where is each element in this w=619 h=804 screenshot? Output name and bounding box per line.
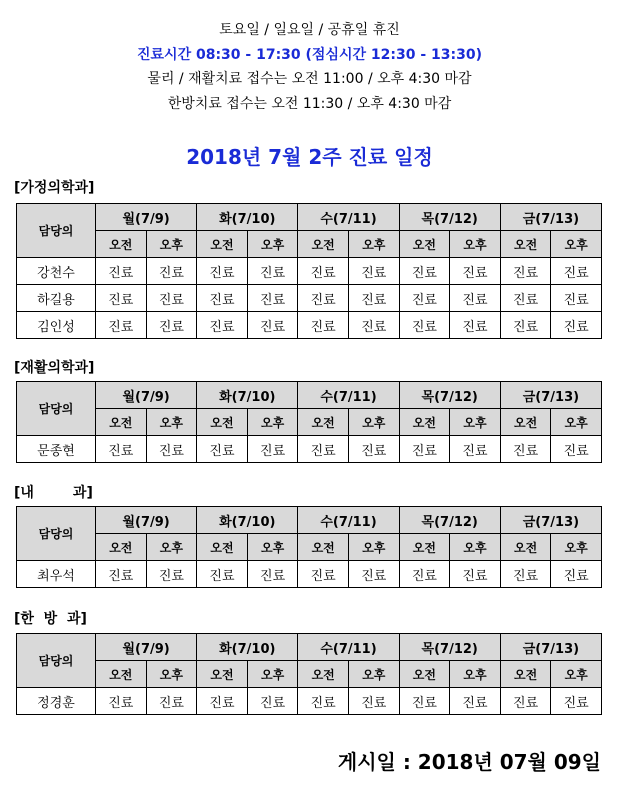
schedule-cell: 진료 (96, 312, 147, 339)
schedule-table (16, 203, 602, 339)
schedule-cell: 진료 (197, 436, 248, 463)
schedule-cell: 진료 (96, 688, 147, 715)
table-row (17, 312, 602, 339)
pm-header: 오후 (348, 661, 399, 688)
pm-header: 오후 (146, 534, 197, 561)
schedule-cell: 진료 (500, 561, 551, 588)
department-label: [재활의학과] (14, 360, 95, 376)
am-header: 오전 (298, 534, 349, 561)
am-header: 오전 (500, 231, 551, 258)
table-row (17, 436, 602, 463)
am-header: 오전 (399, 409, 450, 436)
day-header: 화(7/10) (197, 382, 298, 409)
table-row (17, 688, 602, 715)
table-row (17, 285, 602, 312)
schedule-cell: 진료 (399, 312, 450, 339)
doctor-name: 정경훈 (17, 688, 96, 715)
doctor-column-header: 담당의 (17, 204, 96, 258)
day-header: 수(7/11) (298, 634, 399, 661)
schedule-cell: 진료 (500, 258, 551, 285)
am-header: 오전 (399, 231, 450, 258)
schedule-cell: 진료 (450, 688, 501, 715)
pm-header: 오후 (348, 409, 399, 436)
am-header: 오전 (500, 534, 551, 561)
schedule-cell: 진료 (298, 436, 349, 463)
closed-days-notice: 토요일 / 일요일 / 공휴일 휴진 (219, 22, 400, 38)
pm-header: 오후 (551, 231, 602, 258)
schedule-cell: 진료 (450, 436, 501, 463)
am-header: 오전 (197, 661, 248, 688)
am-header: 오전 (298, 231, 349, 258)
day-header: 월(7/9) (96, 634, 197, 661)
pm-header: 오후 (551, 409, 602, 436)
schedule-cell: 진료 (146, 285, 197, 312)
department-label: [내 과] (14, 485, 93, 501)
table-row (17, 561, 602, 588)
table-row (17, 258, 602, 285)
schedule-cell: 진료 (551, 258, 602, 285)
pm-header: 오후 (450, 231, 501, 258)
schedule-cell: 진료 (197, 688, 248, 715)
schedule-cell: 진료 (551, 688, 602, 715)
schedule-cell: 진료 (247, 285, 298, 312)
schedule-cell: 진료 (551, 285, 602, 312)
posted-date: 게시일 : 2018년 07월 09일 (337, 750, 601, 774)
pm-header: 오후 (247, 231, 298, 258)
schedule-cell: 진료 (96, 285, 147, 312)
am-header: 오전 (500, 661, 551, 688)
doctor-name: 하길용 (17, 285, 96, 312)
schedule-cell: 진료 (500, 312, 551, 339)
page-title: 2018년 7월 2주 진료 일정 (186, 145, 433, 169)
day-header: 월(7/9) (96, 204, 197, 231)
doctor-name: 김인성 (17, 312, 96, 339)
schedule-cell: 진료 (247, 561, 298, 588)
pm-header: 오후 (247, 534, 298, 561)
schedule-cell: 진료 (348, 688, 399, 715)
am-header: 오전 (96, 231, 147, 258)
schedule-cell: 진료 (348, 312, 399, 339)
schedule-cell: 진료 (197, 312, 248, 339)
pm-header: 오후 (146, 409, 197, 436)
schedule-table (16, 506, 602, 588)
schedule-cell: 진료 (247, 688, 298, 715)
day-header: 목(7/12) (399, 634, 500, 661)
schedule-cell: 진료 (298, 258, 349, 285)
schedule-cell: 진료 (399, 561, 450, 588)
day-header: 목(7/12) (399, 507, 500, 534)
schedule-cell: 진료 (146, 258, 197, 285)
pm-header: 오후 (450, 534, 501, 561)
schedule-cell: 진료 (500, 285, 551, 312)
department-label: [한 방 과] (14, 611, 87, 627)
am-header: 오전 (197, 231, 248, 258)
doctor-name: 문종현 (17, 436, 96, 463)
schedule-cell: 진료 (247, 436, 298, 463)
schedule-cell: 진료 (348, 258, 399, 285)
schedule-cell: 진료 (146, 312, 197, 339)
schedule-cell: 진료 (450, 312, 501, 339)
schedule-cell: 진료 (348, 285, 399, 312)
schedule-cell: 진료 (399, 688, 450, 715)
schedule-cell: 진료 (298, 312, 349, 339)
schedule-cell: 진료 (197, 258, 248, 285)
am-header: 오전 (399, 661, 450, 688)
department-label: [가정의학과] (14, 180, 95, 196)
day-header: 수(7/11) (298, 507, 399, 534)
oriental-reception-notice: 한방치료 접수는 오전 11:30 / 오후 4:30 마감 (167, 96, 452, 112)
day-header: 화(7/10) (197, 634, 298, 661)
day-header: 목(7/12) (399, 204, 500, 231)
am-header: 오전 (197, 409, 248, 436)
day-header: 수(7/11) (298, 204, 399, 231)
schedule-cell: 진료 (146, 688, 197, 715)
pm-header: 오후 (348, 534, 399, 561)
doctor-name: 최우석 (17, 561, 96, 588)
schedule-cell: 진료 (450, 258, 501, 285)
day-header: 금(7/13) (500, 507, 601, 534)
schedule-cell: 진료 (551, 561, 602, 588)
am-header: 오전 (298, 409, 349, 436)
schedule-cell: 진료 (96, 258, 147, 285)
day-header: 화(7/10) (197, 204, 298, 231)
schedule-table (16, 381, 602, 463)
schedule-cell: 진료 (247, 258, 298, 285)
schedule-cell: 진료 (500, 436, 551, 463)
day-header: 금(7/13) (500, 382, 601, 409)
schedule-cell: 진료 (450, 561, 501, 588)
pm-header: 오후 (146, 661, 197, 688)
am-header: 오전 (298, 661, 349, 688)
pm-header: 오후 (247, 409, 298, 436)
schedule-cell: 진료 (298, 285, 349, 312)
schedule-cell: 진료 (551, 312, 602, 339)
schedule-cell: 진료 (399, 436, 450, 463)
am-header: 오전 (399, 534, 450, 561)
schedule-cell: 진료 (298, 688, 349, 715)
schedule-cell: 진료 (551, 436, 602, 463)
pm-header: 오후 (551, 661, 602, 688)
schedule-cell: 진료 (197, 285, 248, 312)
pm-header: 오후 (551, 534, 602, 561)
schedule-cell: 진료 (146, 561, 197, 588)
schedule-cell: 진료 (399, 258, 450, 285)
am-header: 오전 (197, 534, 248, 561)
day-header: 금(7/13) (500, 204, 601, 231)
day-header: 금(7/13) (500, 634, 601, 661)
schedule-cell: 진료 (348, 436, 399, 463)
day-header: 월(7/9) (96, 507, 197, 534)
pm-header: 오후 (450, 661, 501, 688)
pm-header: 오후 (348, 231, 399, 258)
schedule-cell: 진료 (298, 561, 349, 588)
doctor-column-header: 담당의 (17, 507, 96, 561)
schedule-cell: 진료 (96, 561, 147, 588)
clinic-hours-notice: 진료시간 08:30 - 17:30 (점심시간 12:30 - 13:30) (137, 47, 482, 63)
day-header: 목(7/12) (399, 382, 500, 409)
doctor-column-header: 담당의 (17, 382, 96, 436)
rehab-reception-notice: 물리 / 재활치료 접수는 오전 11:00 / 오후 4:30 마감 (147, 71, 472, 87)
schedule-cell: 진료 (247, 312, 298, 339)
schedule-cell: 진료 (146, 436, 197, 463)
schedule-cell: 진료 (500, 688, 551, 715)
schedule-cell: 진료 (96, 436, 147, 463)
schedule-cell: 진료 (450, 285, 501, 312)
am-header: 오전 (500, 409, 551, 436)
am-header: 오전 (96, 661, 147, 688)
am-header: 오전 (96, 534, 147, 561)
doctor-name: 강천수 (17, 258, 96, 285)
schedule-cell: 진료 (348, 561, 399, 588)
pm-header: 오후 (247, 661, 298, 688)
pm-header: 오후 (146, 231, 197, 258)
day-header: 수(7/11) (298, 382, 399, 409)
day-header: 화(7/10) (197, 507, 298, 534)
pm-header: 오후 (450, 409, 501, 436)
am-header: 오전 (96, 409, 147, 436)
schedule-table (16, 633, 602, 715)
schedule-cell: 진료 (399, 285, 450, 312)
doctor-column-header: 담당의 (17, 634, 96, 688)
schedule-cell: 진료 (197, 561, 248, 588)
day-header: 월(7/9) (96, 382, 197, 409)
